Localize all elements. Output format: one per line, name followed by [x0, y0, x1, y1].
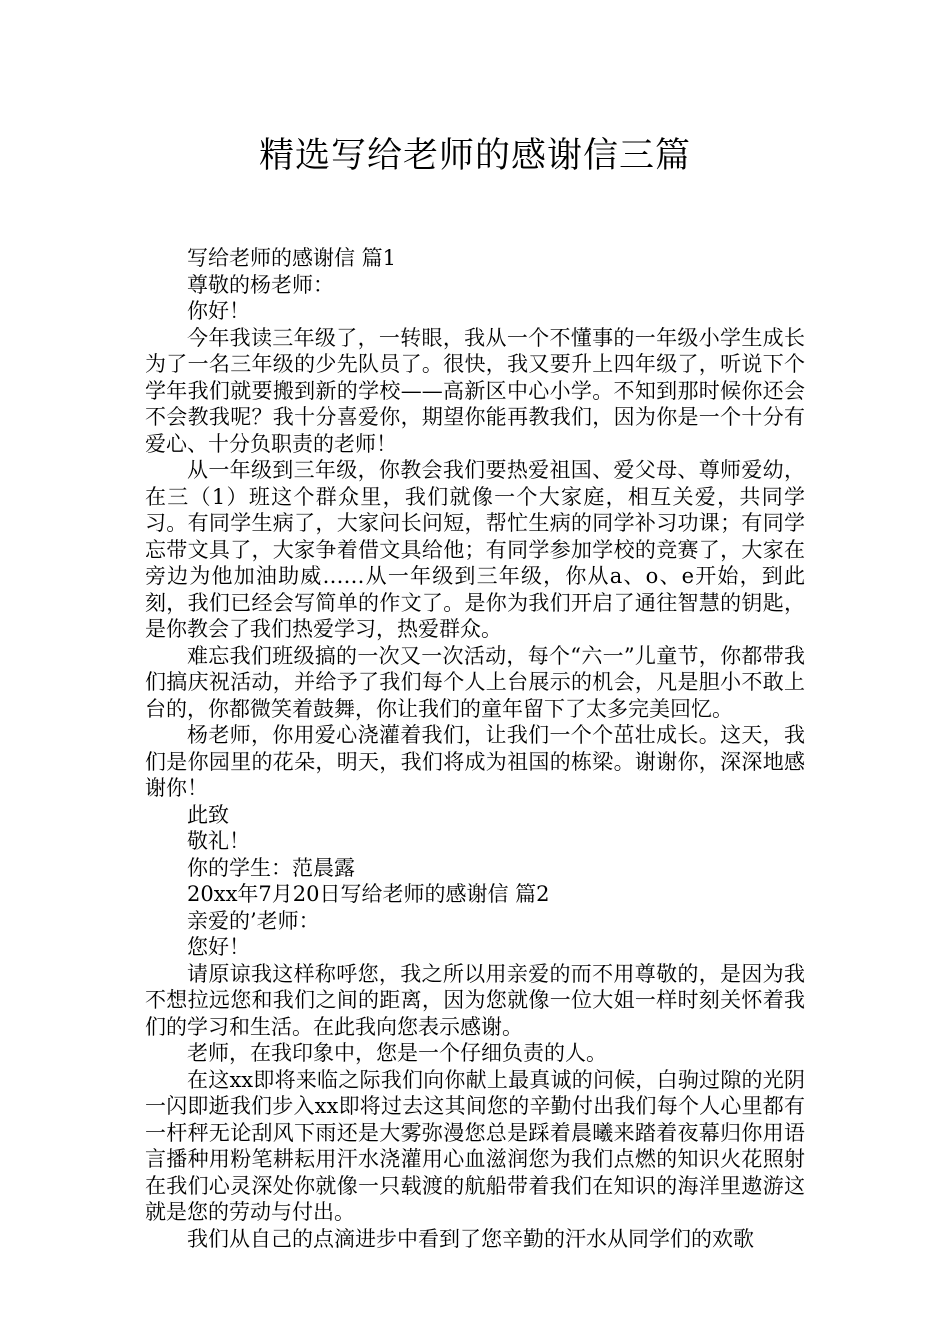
letter-body — [145, 245, 805, 1252]
letter1-signature: 你的学生：范晨露 — [187, 855, 355, 880]
letter1-paragraph: 杨老师，你用爱心浇灌着我们，让我们一个个茁壮成长。这天，我们是你园里的花朵，明天，我们将成为祖国的栋梁。谢谢你，深深地感谢你！ — [145, 723, 805, 800]
letter2-paragraph: 我们从自己的点滴进步中看到了您辛勤的汗水从同学们的欢歌 — [187, 1226, 754, 1251]
letter2-paragraph: 在这xx即将来临之际我们向你献上最真诚的问候，白驹过隙的光阴一闪即逝我们步入xx即将过去这其间您的辛勤付出我们每个人心里都有一杆秤无论刮风下雨还是大雾弥漫您总是踩着晨曦来踏着夜幕归你用语言播种用粉笔耕耘用汗水浇灌用心血滋润您为我们点燃的知识火花照射在我们心灵深处你就像一只载渡的航船带着我们在知识的海洋里遨游这就是您的劳动与付出。 — [145, 1067, 805, 1224]
letter1-salutation: 尊敬的杨老师： — [187, 272, 334, 297]
letter1-closing: 此致 — [187, 802, 229, 827]
letter1-paragraph: 从一年级到三年级，你教会我们要热爱祖国、爱父母、尊师爱幼，在三（1）班这个群众里，我们就像一个大家庭，相互关爱，共同学习。有同学生病了，大家问长问短，帮忙生病的同学补习功课；有同学忘带文具了，大家争着借文具给他；有同学参加学校的竞赛了，大家在旁边为他加油助威……从一年级到三年级，你从a、o、e开始，到此刻，我们已经会写简单的作文了。是你为我们开启了通往智慧的钥匙，是你教会了我们热爱学习，热爱群众。 — [145, 458, 805, 641]
letter1-greeting: 你好！ — [187, 299, 250, 323]
letter1-heading: 写给老师的感谢信 篇1 — [187, 246, 397, 270]
letter2-salutation: 亲爱的’老师： — [187, 908, 320, 933]
letter2-greeting: 您好！ — [187, 935, 250, 959]
letter2-paragraph: 老师，在我印象中，您是一个仔细负责的人。 — [187, 1041, 607, 1065]
page-title: 精选写给老师的感谢信三篇 — [258, 136, 691, 176]
letter1-paragraph: 难忘我们班级搞的一次又一次活动，每个“六一”儿童节，你都带我们搞庆祝活动，并给予了我们每个人上台展示的机会，凡是胆小不敢上台的，你都微笑着鼓舞，你让我们的童年留下了太多完美回忆。 — [145, 643, 805, 721]
letter1-closing: 敬礼！ — [187, 829, 250, 853]
letter1-paragraph: 今年我读三年级了，一转眼，我从一个不懂事的一年级小学生成长为了一名三年级的少先队员了。很快，我又要升上四年级了，听说下个学年我们就要搬到新的学校——高新区中心小学。不知到那时候你还会不会教我呢？我十分喜爱你，期望你能再教我们，因为你是一个十分有爱心、十分负职责的老师！ — [145, 325, 805, 456]
letter2-heading: 20xx年7月20日写给老师的感谢信 篇2 — [187, 882, 550, 906]
letter2-paragraph: 请原谅我这样称呼您，我之所以用亲爱的而不用尊敬的，是因为我不想拉远您和我们之间的距离，因为您就像一位大姐一样时刻关怀着我们的学习和生活。在此我向您表示感谢。 — [145, 961, 805, 1039]
